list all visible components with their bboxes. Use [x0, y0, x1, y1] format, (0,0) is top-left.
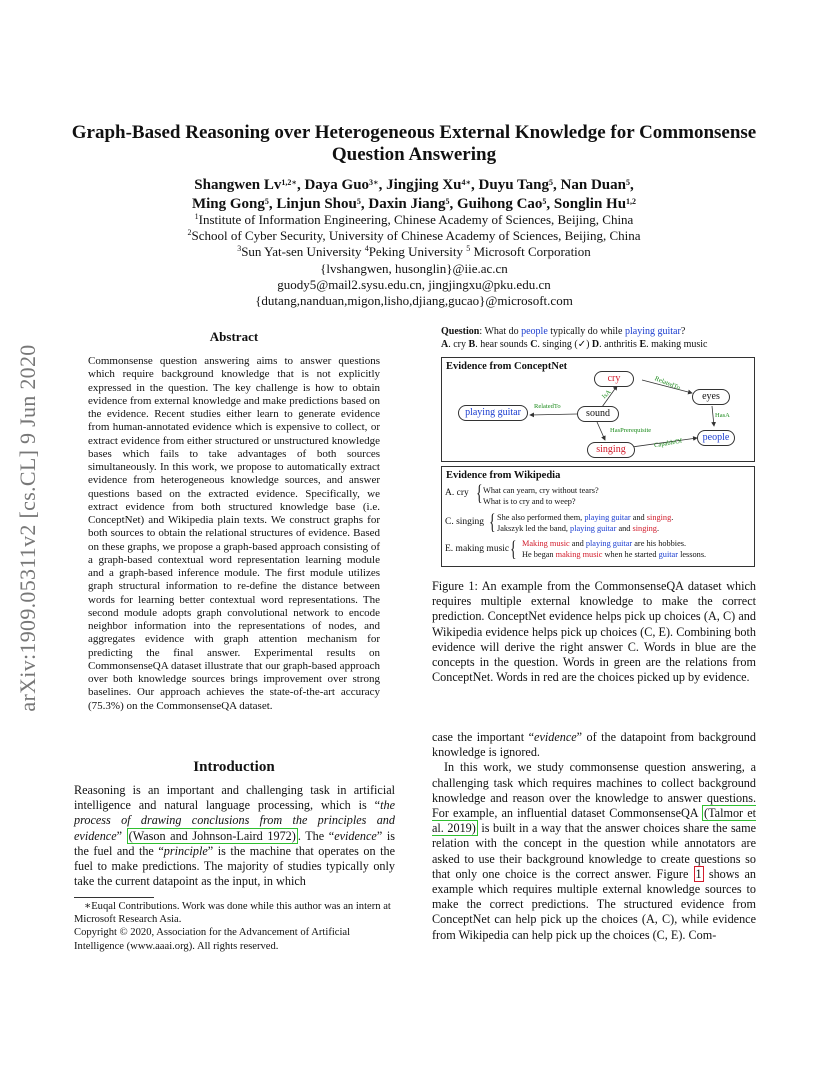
- relation-label: RelatedTo: [653, 375, 681, 392]
- author-list: [60, 176, 768, 214]
- citation-link[interactable]: (Wason and Johnson-Laird 1972): [128, 828, 296, 843]
- text-run: ” is the fuel and the “: [74, 828, 395, 858]
- affil-text: Sun Yat-sen University: [241, 244, 362, 260]
- footnote: [74, 900, 396, 953]
- wiki-sentence: [497, 512, 673, 523]
- author-sup: 5: [445, 197, 450, 206]
- emph-run: evidence: [534, 730, 577, 744]
- choice-letter: A: [441, 339, 449, 350]
- abstract-text: Commonsense question answering aims to answer questions which require background knowledge that is not explicitly expressed in the question. The key challenge is how to obtain evidence from external knowledge and make predictions based on the evidence. Recent studies either learn to generate evidence from human-annotated evidence which is expensive to collect, or extract evidence from either structured or unstructured knowledge bases which fails to take advantages of both sources simultaneously. In this work, we propose to automatically extract evidence from heterogeneous knowledge sources, and answer questions based on the extracted evidence. Specifically, we extract evidence from both structured knowledge base (i.e. ConceptNet) and Wikipedia plain texts. We construct graphs for both sources to obtain the relational structures of evidence. Based on these graphs, we propose a graph-based approach consisting of a graph-based contextual word representation learning module and a graph-based inference module. The first module utilizes graph structural information to re-define the distance between words for learning better contextual word representations. The second module adopts graph convolutional network to encode neighbor information into the representations of nodes, and aggregates evidence with graph attention mechanism for predicting the final answer. Experimental results on CommonsenseQA dataset illustrate that our graph-based approach over both knowledge sources brings improvement over strong baselines. Our approach achieves the state-of-the-art accuracy (75.3%) on the CommonsenseQA dataset.: [88, 355, 380, 712]
- wiki-choice-label: C. singing: [445, 517, 485, 527]
- node-cry: cry: [594, 371, 634, 387]
- author: Daya Guo: [304, 177, 370, 193]
- text-run: typically do while: [547, 326, 625, 337]
- relation-label: HasPrerequisite: [610, 427, 652, 434]
- author: Nan Duan: [560, 177, 626, 193]
- figure-caption: Figure 1: An example from the CommonsenseQA dataset which requires multiple external knowledge to make the correct prediction. ConceptNet evidence helps pick up choices (A, C) and Wikipedia evidence helps pick up choices (C, E). Combining both evidence will derive the right answer C. Words in blue are the concepts in the question. Words in green are the relations from ConceptNet. Words in red are the choices picked up by evidence.: [432, 579, 756, 685]
- text-run: ” of the datapoint from background knowledge is ignored.: [432, 730, 756, 760]
- choice-letter: D: [591, 339, 600, 350]
- text-run: and: [630, 513, 647, 522]
- relation-label: IsA: [600, 388, 613, 401]
- author: Ming Gong: [191, 196, 265, 212]
- choice-text: . hear sounds: [475, 339, 531, 350]
- text-run: and: [616, 524, 633, 533]
- question-label: Question: [441, 326, 480, 337]
- affil-text: Microsoft Corporation: [473, 244, 591, 260]
- choice-letter: E: [639, 339, 647, 350]
- wiki-choice-a: [445, 488, 469, 498]
- wiki-sentence: [522, 549, 706, 560]
- affil-text: School of Cyber Security, University of Chinese Academy of Sciences, Beijing, China: [191, 228, 641, 244]
- citation-link[interactable]: (Talmor et al. 2019): [432, 806, 756, 836]
- author-sup: 3∗: [369, 178, 379, 187]
- affiliation-2: [60, 228, 768, 244]
- choice-word: singing: [646, 513, 672, 522]
- right-column-text: [432, 730, 756, 943]
- edge-singing-sound: [597, 422, 605, 440]
- arxiv-id: arXiv:1909.05311v2 [cs.CL] 9 Jun 2020: [15, 344, 40, 712]
- affil-text: Institute of Information Engineering, Chinese Academy of Sciences, Beijing, China: [198, 212, 634, 227]
- affil-sup: 5: [466, 244, 471, 254]
- wiki-choice-label: E. making music: [445, 544, 510, 554]
- affiliations: [60, 212, 768, 309]
- paper-title: Graph-Based Reasoning over Heterogeneous External Knowledge for Commonsense Question Answering: [71, 122, 757, 165]
- text-run: are his hobbies.: [632, 539, 687, 548]
- wiki-sentence: What can yearn, cry without tears?: [483, 486, 599, 495]
- concept-word: playing guitar: [584, 513, 631, 522]
- author-sup: 1,2∗: [281, 178, 297, 187]
- paragraph: [432, 730, 756, 760]
- question-line: [441, 325, 761, 338]
- author-sup: 5: [542, 197, 547, 206]
- text-run: She also performed them,: [497, 513, 585, 522]
- text-run: . The “: [297, 828, 335, 843]
- text-run: .: [656, 524, 660, 533]
- affiliation-3: [60, 244, 768, 260]
- node-playing-guitar: playing guitar: [458, 405, 528, 421]
- choice-letter: C: [530, 339, 538, 350]
- choices-line: [441, 338, 761, 351]
- intro-heading: Introduction: [193, 759, 275, 775]
- relation-label: HasA: [715, 412, 730, 419]
- author: Daxin Jiang: [368, 196, 446, 212]
- author: Guihong Cao: [456, 196, 543, 212]
- text-run: ”: [116, 828, 127, 843]
- concept-word: playing guitar: [570, 524, 617, 533]
- choice-text: . making music: [646, 339, 708, 350]
- author-sup: 4∗: [461, 178, 472, 187]
- author: Songlin Hu: [553, 196, 627, 212]
- wiki-sentence: [522, 538, 686, 549]
- affil-sup: 1: [194, 212, 199, 221]
- choice-word: making music: [555, 550, 603, 559]
- brace-glyph: {: [510, 536, 517, 561]
- choice-word: singing: [632, 524, 657, 533]
- author-sup: 1,2: [626, 197, 637, 206]
- emph-run: principle: [163, 843, 208, 858]
- text-run: is built in a way that the answer choices share the same relation with the concept in the question while annotators are asked to use their background knowledge to create questions so that only one choice is the correct answer. Figure: [432, 821, 756, 881]
- affil-text: Peking University: [368, 244, 463, 260]
- abstract-heading: Abstract: [209, 329, 259, 344]
- author-sup: 5: [625, 178, 630, 187]
- wiki-choice-c: [445, 517, 484, 527]
- wiki-sentence: [497, 523, 659, 534]
- email-line: {lvshangwen, husonglin}@iie.ac.cn: [320, 260, 508, 276]
- author: Jingjing Xu: [386, 177, 462, 193]
- text-run: shows an example which requires multiple external knowledge sources to make the correct predictions. The structured evidence from ConceptNet can help pick up the choices (A, C), while evidence from Wikipedia can help pick up the choices (C, E). Com-: [432, 866, 756, 942]
- text-run: Reasoning is an important and challenging task in artificial intelligence and natural language processing, which is “: [74, 783, 395, 813]
- emph-run: evidence: [334, 828, 377, 843]
- node-singing: singing: [587, 442, 635, 458]
- text-run: ” is the machine that operates on the fuel to make predictions. The majority of studies typically only take the current datapoint as the input, in which: [74, 843, 395, 889]
- wikipedia-evidence-box: [441, 466, 755, 567]
- email-line: guody5@mail2.sysu.edu.cn, jingjingxu@pku.edu.cn: [277, 276, 551, 292]
- wiki-sentence: What is to cry and to weep?: [483, 497, 576, 506]
- node-people: people: [697, 430, 735, 446]
- concept-word: people: [521, 326, 548, 337]
- choice-letter: B: [468, 339, 476, 350]
- footnote-contrib: ∗Euqal Contributions. Work was done while this author was an intern at Microsoft Research Asia.: [74, 901, 391, 926]
- node-sound: sound: [577, 406, 619, 422]
- affil-sup: 2: [187, 228, 192, 238]
- concept-word: playing guitar: [624, 326, 681, 337]
- text-run: when he started: [602, 550, 659, 559]
- text-run: and: [569, 539, 586, 548]
- wiki-choice-label: A. cry: [445, 488, 469, 498]
- affil-sup: 4: [364, 244, 369, 254]
- intro-paragraph: [74, 783, 395, 889]
- author-line-2: Ming Gong$^5$, Linjun Shou$^5$, Daxin Jiang$^5$, Guihong Cao$^5$, Songlin Hu$^{1,2}$: [191, 196, 637, 212]
- text-run: Jakszyk led the band,: [497, 524, 571, 533]
- author-line-1: Shangwen $Lv^{1,2∗}$, Daya Guo$^{3∗}$, Jingjing $Xu^{4∗}$, Duyu Tang$^5$, Nan Duan$^5$,: [194, 177, 634, 193]
- text-run: : What do: [479, 326, 522, 337]
- brace-glyph: {: [476, 480, 483, 505]
- arxiv-stamp: [8, 300, 42, 760]
- footnote-copyright: Copyright © 2020, Association for the Advancement of Artificial Intelligence (www.aaai.org). All rights reserved.: [74, 927, 351, 952]
- edge-sound-playingguitar: [530, 414, 577, 415]
- figure-ref-link[interactable]: 1: [695, 866, 702, 881]
- author-sup: 5: [264, 197, 269, 206]
- text-run: .: [671, 513, 674, 522]
- wiki-choice-e: [445, 544, 509, 554]
- relation-label: RelatedTo: [534, 403, 561, 410]
- choice-text: . cry: [448, 339, 469, 350]
- emph-run: the process of drawing conclusions from the principles and evidence: [74, 798, 395, 843]
- choice-text: . singing (✓): [537, 339, 592, 350]
- email-line: {dutang,nanduan,migon,lisho,djiang,gucao}@microsoft.com: [255, 293, 573, 309]
- concept-word: playing guitar: [585, 539, 633, 548]
- text-run: He began: [522, 550, 556, 559]
- figure-question: [441, 325, 761, 351]
- text-run: ?: [680, 326, 686, 337]
- affiliation-1: [60, 212, 768, 228]
- edge-people-eyes: [712, 406, 714, 426]
- choice-word: Making music: [522, 539, 570, 548]
- author-sup: 5: [549, 178, 554, 187]
- choice-text: . anthritis: [599, 339, 640, 350]
- conceptnet-title: Evidence from ConceptNet: [446, 361, 568, 372]
- concept-word: guitar: [658, 550, 678, 559]
- wikipedia-title: Evidence from Wikipedia: [446, 470, 561, 481]
- brace-glyph: {: [489, 509, 496, 534]
- conceptnet-evidence-box: [441, 357, 755, 462]
- text-run: In this work, we study commonsense question answering, a challenging task which requires machines to collect background knowledge and reason over the knowledge to answer questions. For example, an influential dataset CommonsenseQA: [432, 760, 756, 821]
- text-run: case the important “: [432, 730, 535, 744]
- paragraph: [432, 760, 756, 942]
- author: Linjun Shou: [276, 196, 357, 212]
- relation-label: CapableOf: [653, 437, 683, 450]
- author-sup: 5: [356, 197, 361, 206]
- node-eyes: eyes: [692, 389, 730, 405]
- footnote-rule: [74, 897, 154, 898]
- text-run: lessons.: [678, 550, 707, 559]
- affil-sup: 3: [237, 244, 242, 254]
- author: Duyu Tang: [478, 177, 550, 193]
- author: Shangwen Lv: [194, 177, 282, 193]
